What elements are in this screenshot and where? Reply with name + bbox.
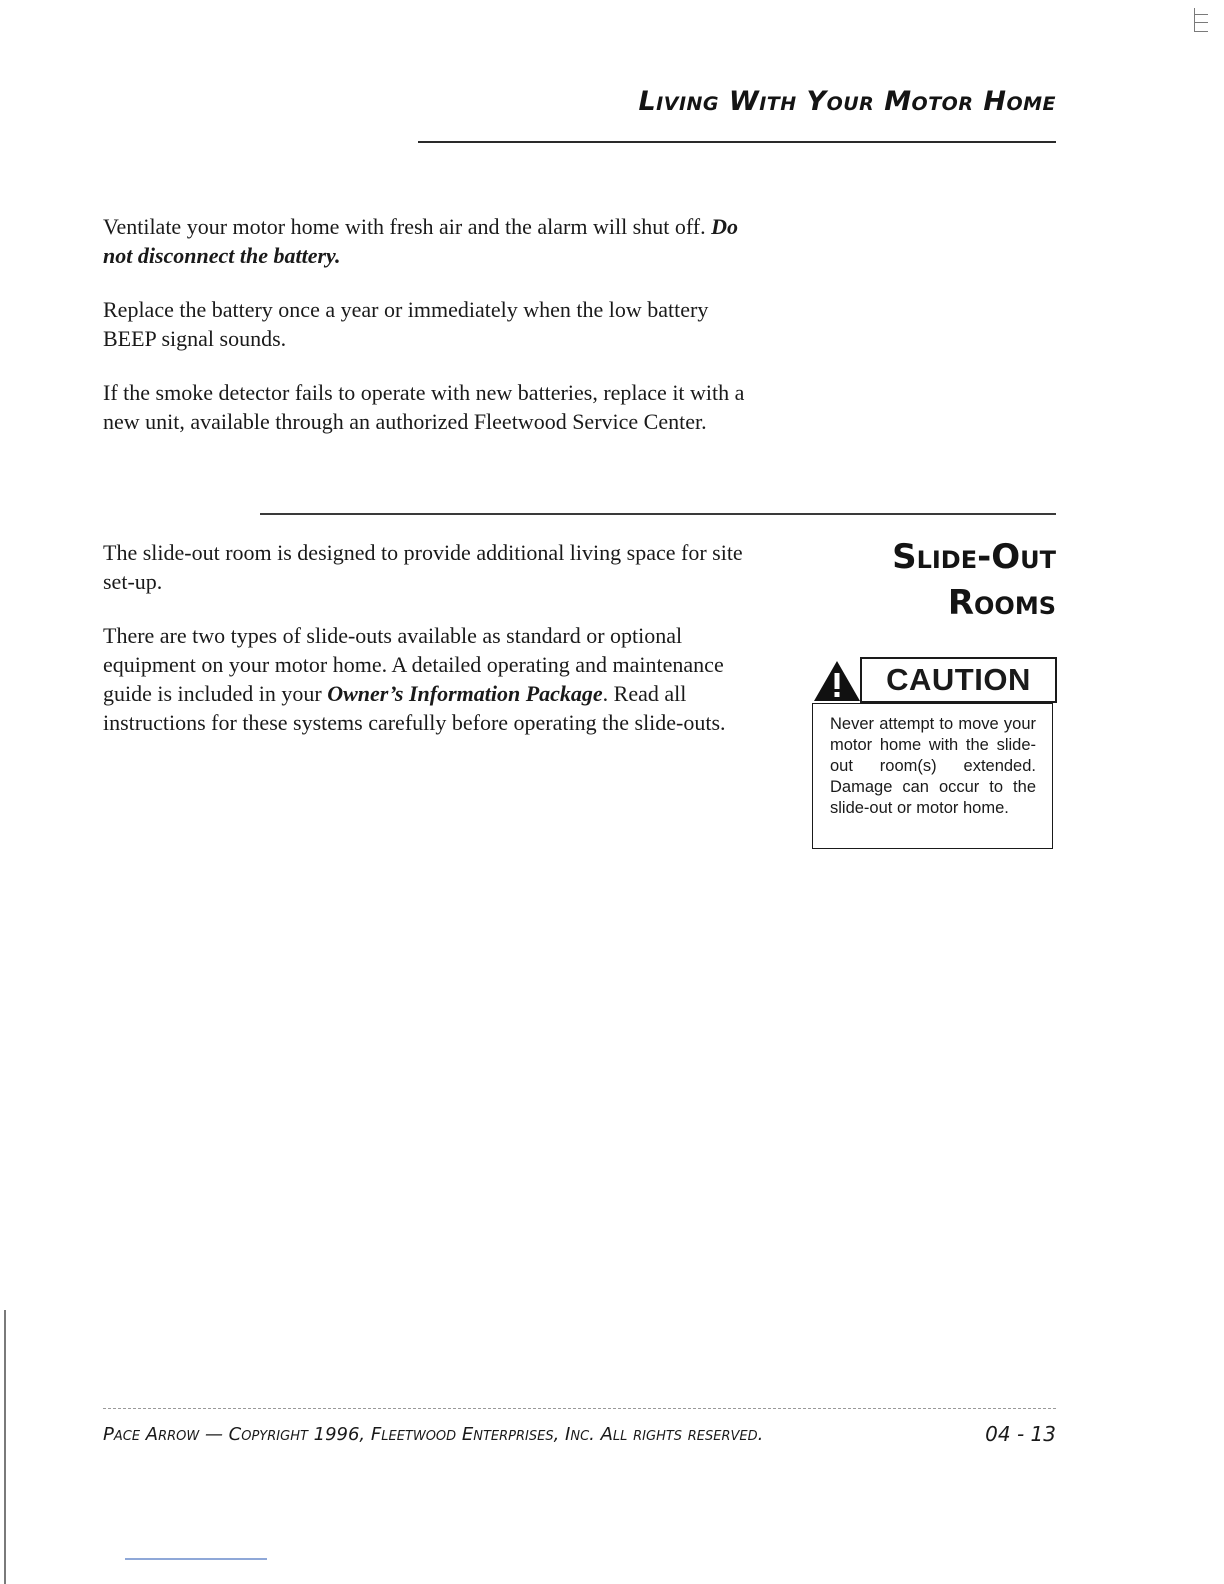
footer-divider [103,1408,1056,1410]
caution-label: CAUTION [860,657,1057,703]
battery-warning-emphasis: Do not disconnect the battery. [103,214,739,268]
caution-text: Never attempt to move your motor home with the slide-out room(s) extended. Damage can occur to the slide-out or motor home. [812,703,1053,849]
scan-edge-mark-bottom [125,1558,267,1560]
scan-edge-mark-top-right [1194,8,1195,32]
scan-edge-tick-1 [1194,14,1208,15]
paragraph-replace-battery-text: Replace the battery once a year or immediately when the low battery BEEP signal sounds. [103,297,709,351]
caution-box [812,657,1055,850]
footer-copyright: Pace Arrow — Copyright 1996, Fleetwood Enterprises, Inc. All rights reserved. [103,1424,764,1445]
paragraph-slide-out-types-text-b: . Read all instructions for these systems carefully before operating the slide-outs. [103,681,726,735]
paragraph-ventilate-text: Ventilate your motor home with fresh air and the alarm will shut off. [103,214,712,239]
paragraph-detector-failure [103,378,753,436]
scan-edge-tick-2 [1194,22,1208,23]
section-heading-slide-out-rooms [892,534,1056,626]
section-heading-line1: Slide-Out [892,537,1056,577]
page-header-title: Living With Your Motor Home [638,86,1056,117]
paragraph-slide-out-intro-text: The slide-out room is designed to provide additional living space for site set-up. [103,540,743,594]
section-heading-line2: Rooms [947,583,1056,623]
paragraph-ventilate [103,212,753,270]
scan-edge-mark-left [4,1310,6,1584]
section-divider [260,513,1056,515]
page-number: 04 - 13 [985,1422,1056,1446]
owners-information-package-emphasis: Owner’s Information Package [327,681,603,706]
paragraph-detector-failure-text: If the smoke detector fails to operate with new batteries, replace it with a new unit, available through an authorized Fleetwood Service Center. [103,380,745,434]
paragraph-slide-out-types [103,621,753,737]
warning-triangle-icon [812,659,862,703]
paragraph-replace-battery [103,295,753,353]
paragraph-slide-out-intro [103,538,753,596]
paragraph-slide-out-types-text-a: There are two types of slide-outs available as standard or optional equipment on your motor home. A detailed operating and maintenance guide is included in your [103,623,724,706]
scan-edge-tick-3 [1194,31,1208,32]
header-divider [418,141,1056,143]
